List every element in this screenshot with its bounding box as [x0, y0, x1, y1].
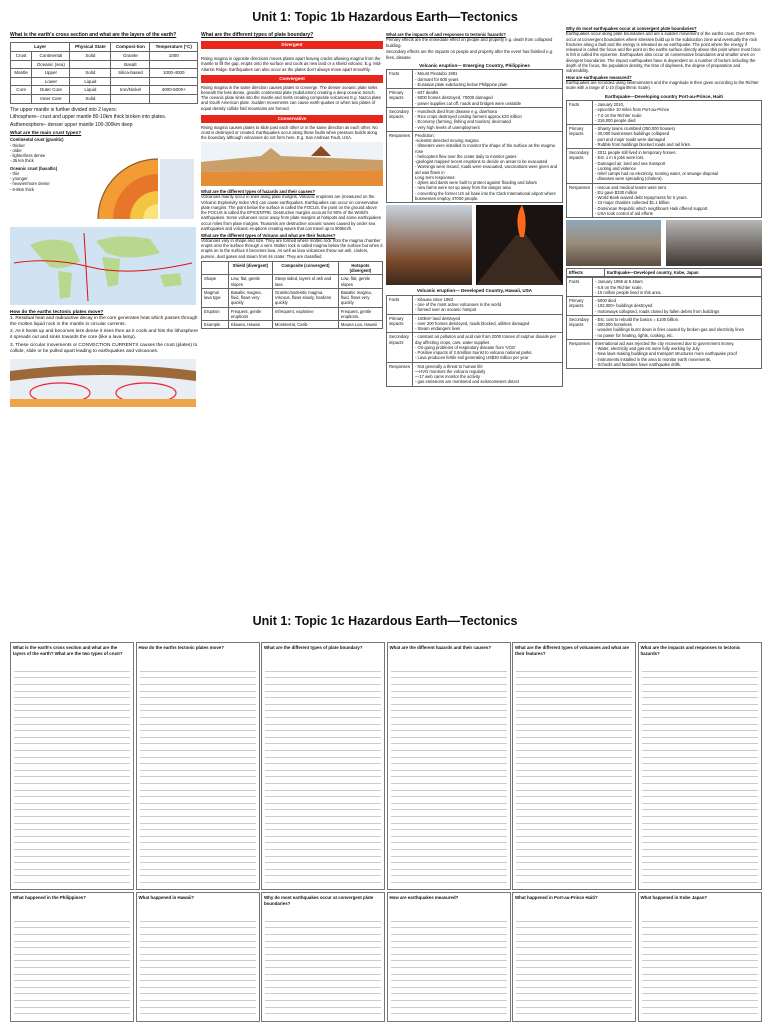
layer-cell: Upper [32, 69, 70, 78]
case-detail-line: - dormant for 600 years [415, 76, 459, 82]
oceanic-title: Oceanic crust (basaltic) [10, 165, 58, 171]
case-detail-line: - one of the most active volcanoes in the world [415, 302, 502, 308]
case-row-label: Secondary impacts [567, 315, 593, 339]
revision-sheet-1c [0, 606, 768, 1024]
answer-box [261, 642, 385, 890]
philippines-header: Volcanic eruption— Emerging Country, Philippines [419, 62, 530, 68]
layers-question: What is the earth's cross section and what are the layers of the earth? [10, 32, 177, 38]
layer-row [11, 69, 198, 78]
volcano-table-row [202, 288, 383, 307]
case-detail-line: - Rice crops destroyed costing farmers approx £20 million [415, 114, 522, 120]
answer-question: What happened in the Philippines? [13, 895, 86, 900]
case-row [567, 125, 762, 149]
case-detail-line: - Est. cost to rebuild the basics = £100 billion. [595, 316, 680, 322]
ruled-lines [516, 665, 632, 887]
primary-effects-def: Primary effects are the immediate effect on people and property e.g. death from collapsed building. [386, 37, 553, 48]
case-row-label: Facts [567, 101, 593, 125]
answer-box [10, 892, 134, 1022]
case-detail-line: Prediction: [415, 132, 435, 138]
case-row-detail [593, 315, 762, 339]
case-detail-line: - epicentre 10 miles from Port-au-Prince [595, 107, 670, 113]
volcano-table-cell: Low, flat, gentle slopes [338, 275, 382, 289]
ruled-lines [642, 915, 758, 1019]
case-detail-line: - rescue and medical teams were sent. [595, 184, 667, 190]
case-detail-line: - constant air pollution and acid rain from 2000 tonnes of sulphur dioxide per day affecting crops, cars, water supplies [415, 334, 557, 345]
answer-box [387, 642, 511, 890]
case-row [387, 107, 563, 131]
case-detail-line: - Lava produces fertile soil generating US$30 million per year [415, 355, 529, 361]
convergent-text: Rising magma in the same direction causes plates to converge. The denser oceanic plate sinks beneath the less dense, granitic continental plate (subduction) creating a deep oceanic trench. The oceanic plate sinks into the mantle and melts creating composite volcanoes E.g. Nazca plate and South American plate. Sudden movements can cause earth-quakes or when two plates of equal density collide fold mountains are formed. [201, 84, 381, 111]
kobe-table [566, 277, 762, 369]
plate-boundaries-diagram [201, 142, 383, 186]
layer-cell: 1000-4000 [150, 69, 198, 78]
layer-cell: Crust [11, 51, 32, 60]
case-detail-line: - Warnings were issued, roads were evacuated, vaccinations were given and aid was flown in [415, 164, 558, 175]
philippines-table [386, 69, 563, 203]
layer-cell: Oceanic (sea) [32, 60, 70, 69]
layer-cell [150, 60, 198, 69]
volcano-text: Volcanoes vary in shape and size. They are formed where molten rock from the magma chamber erupts onto the surface through a vent. Molten rock is called magma below the surface but when it erupts on to the surface it becomes lava. As well as lava volcanoes throw out ash, cinders, pumice, dust gases and steam from its crater. They are classified [201, 237, 383, 259]
earthquake-cases-column [566, 26, 762, 562]
case-detail-line: - diseases were spreading (cholera). [595, 176, 663, 182]
volcano-table-cell: Granitic/andesitic magma. Viscous, flows slowly, hardens quickly [272, 288, 338, 307]
volcano-table-header: Composite (convergent) [272, 261, 338, 275]
asthenosphere-def: Asthenosphere– denser upper mantle 100-300km deep [10, 122, 133, 129]
layer-row [11, 95, 198, 104]
case-detail-line: - helicopters flew over the crater daily to monitor gases [415, 153, 517, 159]
case-row-label: Secondary impacts [567, 149, 593, 184]
layer-cell: Iron/Nickel [111, 86, 150, 95]
volcano-table-cell: Magma/ lava type [202, 288, 229, 307]
case-detail-line: - power supplies cut off, roads and bridges were unstable [415, 100, 522, 106]
volcano-photos [386, 205, 563, 285]
layer-cell: Solid [70, 95, 111, 104]
hazards-text: Volcanoes mainly occur in lines along plate margins. Volcanic eruptions are (measured on the Volcanic Explosivity Index VEI) can cause earthquakes. Earthquakes can occur on conservative plate margins. The point below the surface is called the FOCUS, the point on the ground above the FOCUS is called the EPICENTRE. Destructive margins account for 90% of the World's earthquakes. Some volcanoes occur away from plate margins at hotspots and some earthquakes occur miles from plate margins. Tsunamis are destructive oceanic waves caused by under sea earthquakes and volcanic eruptions creating waves that can travel up to 900km/h. [201, 194, 381, 231]
case-detail-line: - Shanty towns crumbled (250,000 houses) [595, 126, 675, 132]
answer-question: How do the earths tectonic plates move? [138, 645, 224, 650]
hawaii-table [386, 295, 563, 387]
case-detail-line: - Est. 1 in 5 jobs were lost. [595, 155, 645, 161]
conservative-text: Rising magma causes plates to slide past each other or in the same direction as each other. No crust is destroyed or created. Earthquakes occur along these faults when pressure builds along the boundary although volcanoes do not form here. E.g. San Andreas Fault, USA. [201, 124, 378, 141]
divergent-text: Rising magma in opposite directions moves plates apart leaving cracks allowing magma from the mantle to fill the gap, erupts onto the surface and cools as new land or a shield volcano. E.g. Mid-Atlantic Ridge. Earthquakes can also occur as the plates don't always move apart smoothly. [201, 56, 382, 72]
ruled-lines [265, 665, 381, 887]
case-detail-line: - 5000 homes destroyed, 70000 damaged [415, 95, 493, 101]
layer-row [11, 51, 198, 60]
case-detail-line: - 847 deaths [415, 90, 439, 96]
case-detail-line: - 300,000 homeless [595, 322, 632, 328]
ruled-lines [14, 915, 130, 1019]
volcano-table-cell: Mauna Loa, Hawaii [338, 321, 382, 329]
crust-point: - 6-8km thick [10, 186, 34, 192]
ruled-lines [140, 665, 256, 887]
divergent-label: Divergent [201, 41, 383, 49]
case-detail-line: - Steam endangers lives [415, 326, 461, 332]
case-detail-line: - Schools and factories have earthquake drills. [595, 361, 681, 367]
case-row [387, 131, 563, 202]
case-row-detail [593, 278, 762, 297]
volcano-table-cell: Example [202, 321, 229, 329]
volcano-table-cell: Basaltic magma, fluid, flows very quickly [228, 288, 272, 307]
case-row [567, 315, 762, 339]
answer-box [638, 892, 762, 1022]
case-row-detail [413, 70, 563, 89]
case-detail-line: - Economy (farming, fishing and tourism) decimated [415, 119, 511, 125]
crust-point: - heavier/more dense [10, 181, 50, 187]
volcano-table-cell: Frequent, gentle eruptions [228, 307, 272, 321]
case-row-label: Facts [387, 295, 413, 314]
case-detail-line: - 23 major charities collected $1.1 billion [595, 200, 670, 206]
case-row-label: Primary impacts [387, 314, 413, 333]
layer-cell: Liquid [70, 77, 111, 86]
crust-point: - thin [10, 170, 20, 176]
case-detail-line: - Water, electricity and gas etc were fully working by July [595, 346, 700, 352]
layer-cell [150, 77, 198, 86]
earthquake-question: Why do most earthquakes occur at convergent plate boundaries? [566, 26, 697, 31]
case-row [387, 70, 563, 89]
layer-header: Layer [11, 43, 70, 52]
case-row-label: Secondary impacts [387, 333, 413, 362]
case-detail-line: —17 web cams monitor the activity [415, 374, 480, 380]
case-row-detail [413, 362, 563, 386]
case-row [387, 362, 563, 386]
volcano-table-cell: Eruption [202, 307, 229, 321]
case-row [567, 183, 762, 218]
answer-question: How are earthquakes measured? [389, 895, 459, 900]
volcano-cases-column [386, 32, 563, 562]
case-detail-line: - port and major roads were damaged [595, 136, 666, 142]
temperature-header: Temperature (°C) [150, 43, 198, 52]
crust-question: What are the main crust types? [10, 131, 82, 137]
case-detail-line: - USA took control of aid efforts [595, 210, 653, 216]
case-row-detail [413, 333, 563, 362]
volcano-table-cell: Kilauea, Hawaii [228, 321, 272, 329]
continental-points [10, 143, 80, 164]
continental-title: Continental crust (granitic) [10, 137, 64, 143]
volcano-table-cell: Infrequent, explosive [272, 307, 338, 321]
impacts-question: What are the impacts of and responses to tectonic hazards? [386, 32, 506, 37]
hawaii-header: Volcanic eruption— Developed Country, Hawaii, USA [416, 288, 533, 294]
layer-cell: Inner Core [32, 95, 70, 104]
answer-box [512, 892, 636, 1022]
case-detail-line: - tiltmeters were installed to monitor the shape of the surface as the magma rose [415, 143, 555, 154]
answer-box [136, 892, 260, 1022]
case-row-detail [413, 107, 563, 131]
case-detail-line: - Eurasian plate subducting below Philippine plate [415, 81, 508, 87]
plate-movement-points [10, 316, 198, 355]
case-detail-line: - 5000 died [595, 298, 616, 304]
layer-cell [11, 95, 32, 104]
case-detail-line: - 30,000 businesses buildings collapsed [595, 131, 670, 137]
answer-question: What happened in Kobe Japan? [640, 895, 708, 900]
plate-movement-step: 1. Residual heat and radioactive decay in the core generates heat which passes through the molten liquid rock in the mantle in circular currents. [10, 315, 198, 327]
ruled-lines [516, 915, 632, 1019]
layer-cell: Granite [111, 51, 150, 60]
ruled-lines [265, 915, 381, 1019]
measured-answer: Earthquakes are recorded using seismometers and the magnitude is then given according to the Richter scale with a range of 1-10 (logarithmic Scale). [566, 80, 759, 91]
crust-point: - thicker [10, 142, 25, 148]
layer-cell [11, 60, 32, 69]
case-row-label: Facts [567, 278, 593, 297]
layer-cell: Solid [70, 69, 111, 78]
layer-table [10, 42, 198, 103]
answer-question: What are the different types of volcanoes and what are their features? [515, 645, 629, 656]
case-row-detail [413, 131, 563, 202]
layer-row [11, 86, 198, 95]
case-detail-line: - 7.0 on the Richter scale [595, 112, 642, 118]
kobe-header-row [566, 268, 762, 277]
case-row [387, 333, 563, 362]
composition-header: Composi-tion [111, 43, 150, 52]
case-row-detail [593, 149, 762, 184]
case-detail-line: - 102,000+ buildings destroyed [595, 303, 653, 309]
case-detail-line: - new farms were set up away from the danger area [415, 185, 511, 191]
volcano-table-cell: Shape [202, 275, 229, 289]
volcano-table-row [202, 321, 383, 329]
layer-row [11, 60, 198, 69]
case-detail-line: - January 1995 at 5.46am [595, 279, 643, 285]
case-row [567, 101, 762, 125]
answer-question: What are the different hazards and their causes? [389, 645, 491, 650]
case-detail-line: - Rubble from buildings blocked roads and rail links. [595, 141, 691, 147]
layer-cell [111, 95, 150, 104]
case-detail-line: - gas emissions are monitored and seismometers detect [415, 379, 520, 385]
case-row [387, 89, 563, 108]
layer-cell: Mantle [11, 69, 32, 78]
case-detail-line: - Looting and violence [595, 165, 636, 171]
case-detail-line: - 2011 people still lived in temporary homes. [595, 150, 677, 156]
haiti-header: Earthquake—Developing country Port-au-Prince, Haiti [605, 93, 723, 99]
case-row-label: Primary impacts [567, 125, 593, 149]
case-detail-line: - relief camps had no electricity, running water, or sewage disposal [595, 171, 719, 177]
answer-question: What are the impacts and responses to tectonic hazards? [640, 645, 741, 656]
case-detail-line: - very high levels of unemployment [415, 124, 480, 130]
case-row-detail [593, 101, 762, 125]
case-detail-line: - Mount Pinatubo 1991 [415, 71, 458, 77]
case-row [567, 278, 762, 297]
answer-box [261, 892, 385, 1022]
volcano-table-header: Shield (divergent) [228, 261, 272, 275]
case-detail-line: - Dominican Republic which neighbours Haiti offered support. [595, 205, 709, 211]
crust-point: - 35 km thick [10, 158, 34, 164]
ruled-lines [391, 665, 507, 887]
case-detail-line: - motorways collapsed, roads closed by fallen debris from buildings [595, 308, 720, 314]
crust-point: - younger [10, 176, 28, 182]
layer-cell [111, 77, 150, 86]
case-detail-line: - converting the former US air base into the Clark International airport where businesses employ 47000 people. [415, 190, 556, 201]
case-detail-line: Long term responses: [415, 174, 456, 180]
case-detail-line: - Hundreds died from disease e.g. diarrhoea [415, 108, 497, 114]
case-row [387, 295, 563, 314]
case-detail-line: - New laws making buildings and transport structures more earthquake proof [595, 351, 737, 357]
case-detail-line: - Positive impacts of 2.6million tourist to volcano national parks. [415, 350, 533, 356]
layer-cell: Lower [32, 77, 70, 86]
case-detail-line: - 100km² land destroyed [415, 315, 461, 321]
case-detail-line: - 6.9 on the Richter scale, [595, 284, 643, 290]
case-row-detail [593, 125, 762, 149]
measured-question: How are earthquakes measured? [566, 74, 632, 80]
case-detail-line: - Kilauea since 1983 [415, 296, 453, 302]
layer-cell: Solid [70, 51, 111, 60]
case-row [567, 297, 762, 316]
case-detail-line: - formed over an oceanic hotspot [415, 307, 477, 313]
answer-question: What happened in Port-au-Prince Haiti? [515, 895, 598, 900]
plate-movement-question: How do the earths tectonic plates move? [10, 309, 104, 315]
earth-cross-section-image [88, 139, 196, 225]
case-detail-line: —HVO monitors the volcano regularly [415, 368, 486, 374]
case-row-detail [413, 295, 563, 314]
case-row-detail [593, 297, 762, 316]
plate-movement-step: 2. As it heats up and becomes less dense it rises then as it cools and hits the lithosphere it spreads out and sinks towards the core (like a lava lamp). [10, 329, 198, 341]
layer-cell: Outer Core [32, 86, 70, 95]
case-row-detail [413, 89, 563, 108]
crust-point: - older [10, 147, 22, 153]
case-row-detail [593, 339, 762, 368]
boundaries-column [201, 32, 383, 562]
case-detail-line: - Damaged air, land and sea transport [595, 160, 666, 166]
answer-question: What happened in Hawaii? [138, 895, 195, 900]
kobe-effects-label: Effects [567, 269, 605, 277]
volcano-table-cell: Montserrat, Carib- [272, 321, 338, 329]
answer-box [512, 642, 636, 890]
answer-question: What is the earth's cross section and what are the layers of the earth? What are the two types of crust? [13, 645, 123, 656]
earthquake-answer: Earthquakes occur along plate boundaries and are a sudden movement of the earths crust. Over 90% occur at convergent boundaries where stresses build up in the subduction zone and eventually the rock fractures along a fault and the energy is released as an earthquake. The point where the energy if released is called the focus and the point on the earths surface directly above this point where most force is felt is called the epicentre. Earthquakes also occur on conservative boundaries and smaller ones on divergent boundaries. The impact earthquakes have is dependent on a number of factors including the depth of the focus, the population density, the time of day/week, the degree of preparation and vulnerability. [566, 31, 761, 73]
volcano-table-row [202, 307, 383, 321]
plate-movement-step: 3. These circular movements or CONVECTION CURRENTS causes the crust (plates) to collide, slide or be pulled apart leading to earthquakes and volcanoes. [10, 342, 198, 354]
case-row-detail [413, 314, 563, 333]
layer-cell [150, 95, 198, 104]
world-plates-map [10, 227, 196, 305]
ruled-lines [14, 665, 130, 887]
divergent-diagram [201, 50, 383, 53]
case-row-label: Responses [387, 362, 413, 386]
volcano-table-cell: Basaltic magma, fluid, flows very quickly [338, 288, 382, 307]
ruled-lines [642, 665, 758, 887]
secondary-effects-def: Secondary effects are the impacts on people and property after the event has finished e.g. fires, disease. [386, 49, 554, 60]
case-detail-line: - Not generally a threat to human life [415, 363, 483, 369]
lithosphere-def: Lithosphere– crust and upper mantle 80-10km thick broken into plates. [10, 114, 167, 121]
volcano-table-cell: Low, flat, gentle slopes [228, 275, 272, 289]
volcano-table-header: Hotspots (divergent) [338, 261, 382, 275]
answer-question: Why do most earthquakes occur at convergent plate boundaries? [264, 895, 374, 906]
case-detail-line: - wooden buildings burnt down in fires caused by broken gas and electricity lines [595, 327, 744, 333]
case-detail-line: - World Bank waived debt repayments for 5 years. [595, 195, 688, 201]
layer-cell [70, 60, 111, 69]
volcano-table-cell: Frequent, gentle eruptions. [338, 307, 382, 321]
ruled-lines [391, 915, 507, 1019]
haiti-table [566, 100, 762, 218]
layer-cell: Core [11, 86, 32, 95]
convection-current-diagram [10, 359, 196, 407]
layer-cell: Liquid [70, 86, 111, 95]
answer-box [387, 892, 511, 1022]
case-detail-line: - dykes and dams were built to protect against flooding and lahars [415, 180, 537, 186]
upper-mantle-note: The upper mantle is further divided into 2 layers: [10, 106, 117, 113]
sheet2-title: Unit 1: Topic 1c Hazardous Earth—Tectonics [252, 614, 518, 628]
answer-box [638, 642, 762, 890]
layer-cell: 4000-5000+ [150, 86, 198, 95]
case-row-label: Responses [387, 131, 413, 202]
case-row [387, 314, 563, 333]
volcano-table-header [202, 261, 229, 275]
answer-question: What are the different types of plate boundary? [264, 645, 363, 650]
case-detail-line: - EU gave $330 million [595, 189, 638, 195]
case-row [567, 149, 762, 184]
case-detail-line: - 10 million people lived in this area. [595, 289, 662, 295]
case-detail-line: - over 200 homes destroyed, roads blocked, utilities damaged [415, 320, 530, 326]
layer-cell: Basalt [111, 60, 150, 69]
conservative-label: Conservative [201, 115, 383, 123]
case-row-label: Responses [567, 183, 593, 218]
case-detail-line: International aid was rejected the city recovered due to government money. [595, 340, 735, 346]
earthquake-photos [566, 220, 762, 266]
layer-row [11, 77, 198, 86]
layer-cell: Silica-based [111, 69, 150, 78]
case-detail-line: -scientist detected moving magma [415, 138, 479, 144]
ruled-lines [140, 915, 256, 1019]
layer-cell [11, 77, 32, 86]
state-header: Physical State [70, 43, 111, 52]
case-detail-line: - 316,000 people died [595, 117, 636, 123]
sheet1-title: Unit 1: Topic 1b Hazardous Earth—Tectonics [252, 10, 518, 24]
boundaries-question: What are the different types of plate boundary? [201, 32, 314, 38]
volcano-table-row [202, 275, 383, 289]
answer-box [136, 642, 260, 890]
case-row [567, 339, 762, 368]
case-row-label: Secondary impacts [387, 107, 413, 131]
layers-column [10, 32, 198, 562]
case-detail-line: - no power for heating, lights, cooking, etc. [595, 332, 674, 338]
hazards-question: What are the different types of hazards and their causes? [201, 189, 316, 195]
oceanic-points [10, 171, 80, 192]
case-row-detail [593, 183, 762, 218]
case-row-label: Facts [387, 70, 413, 89]
case-detail-line: - January 2010, [595, 102, 625, 108]
volcano-types-table [201, 261, 383, 330]
volcano-table-cell: Steep sided, layers of ash and lava [272, 275, 338, 289]
case-detail-line: -geologist mapped recent eruptions to decide on areas to be evacuated [415, 159, 548, 165]
layer-cell: 1000 [150, 51, 198, 60]
layer-cell: Continental [32, 51, 70, 60]
case-row-label: Primary impacts [567, 297, 593, 316]
crust-point: - lighter/less dense [10, 153, 46, 159]
case-row-label: Primary impacts [387, 89, 413, 108]
convergent-label: Convergent [201, 75, 383, 83]
case-detail-line: - On-going problems of respiratory disease from 'VOG' [415, 344, 516, 350]
case-row-label: Responses [567, 339, 593, 368]
case-detail-line: - instruments installed in the area to monitor earth movements. [595, 356, 712, 362]
volcano-types-question: What are the different types of Volcano and what are their features? [201, 232, 336, 238]
answer-box [10, 642, 134, 890]
kobe-header: Earthquake—Developed country, Kobe, Japan [605, 269, 762, 277]
